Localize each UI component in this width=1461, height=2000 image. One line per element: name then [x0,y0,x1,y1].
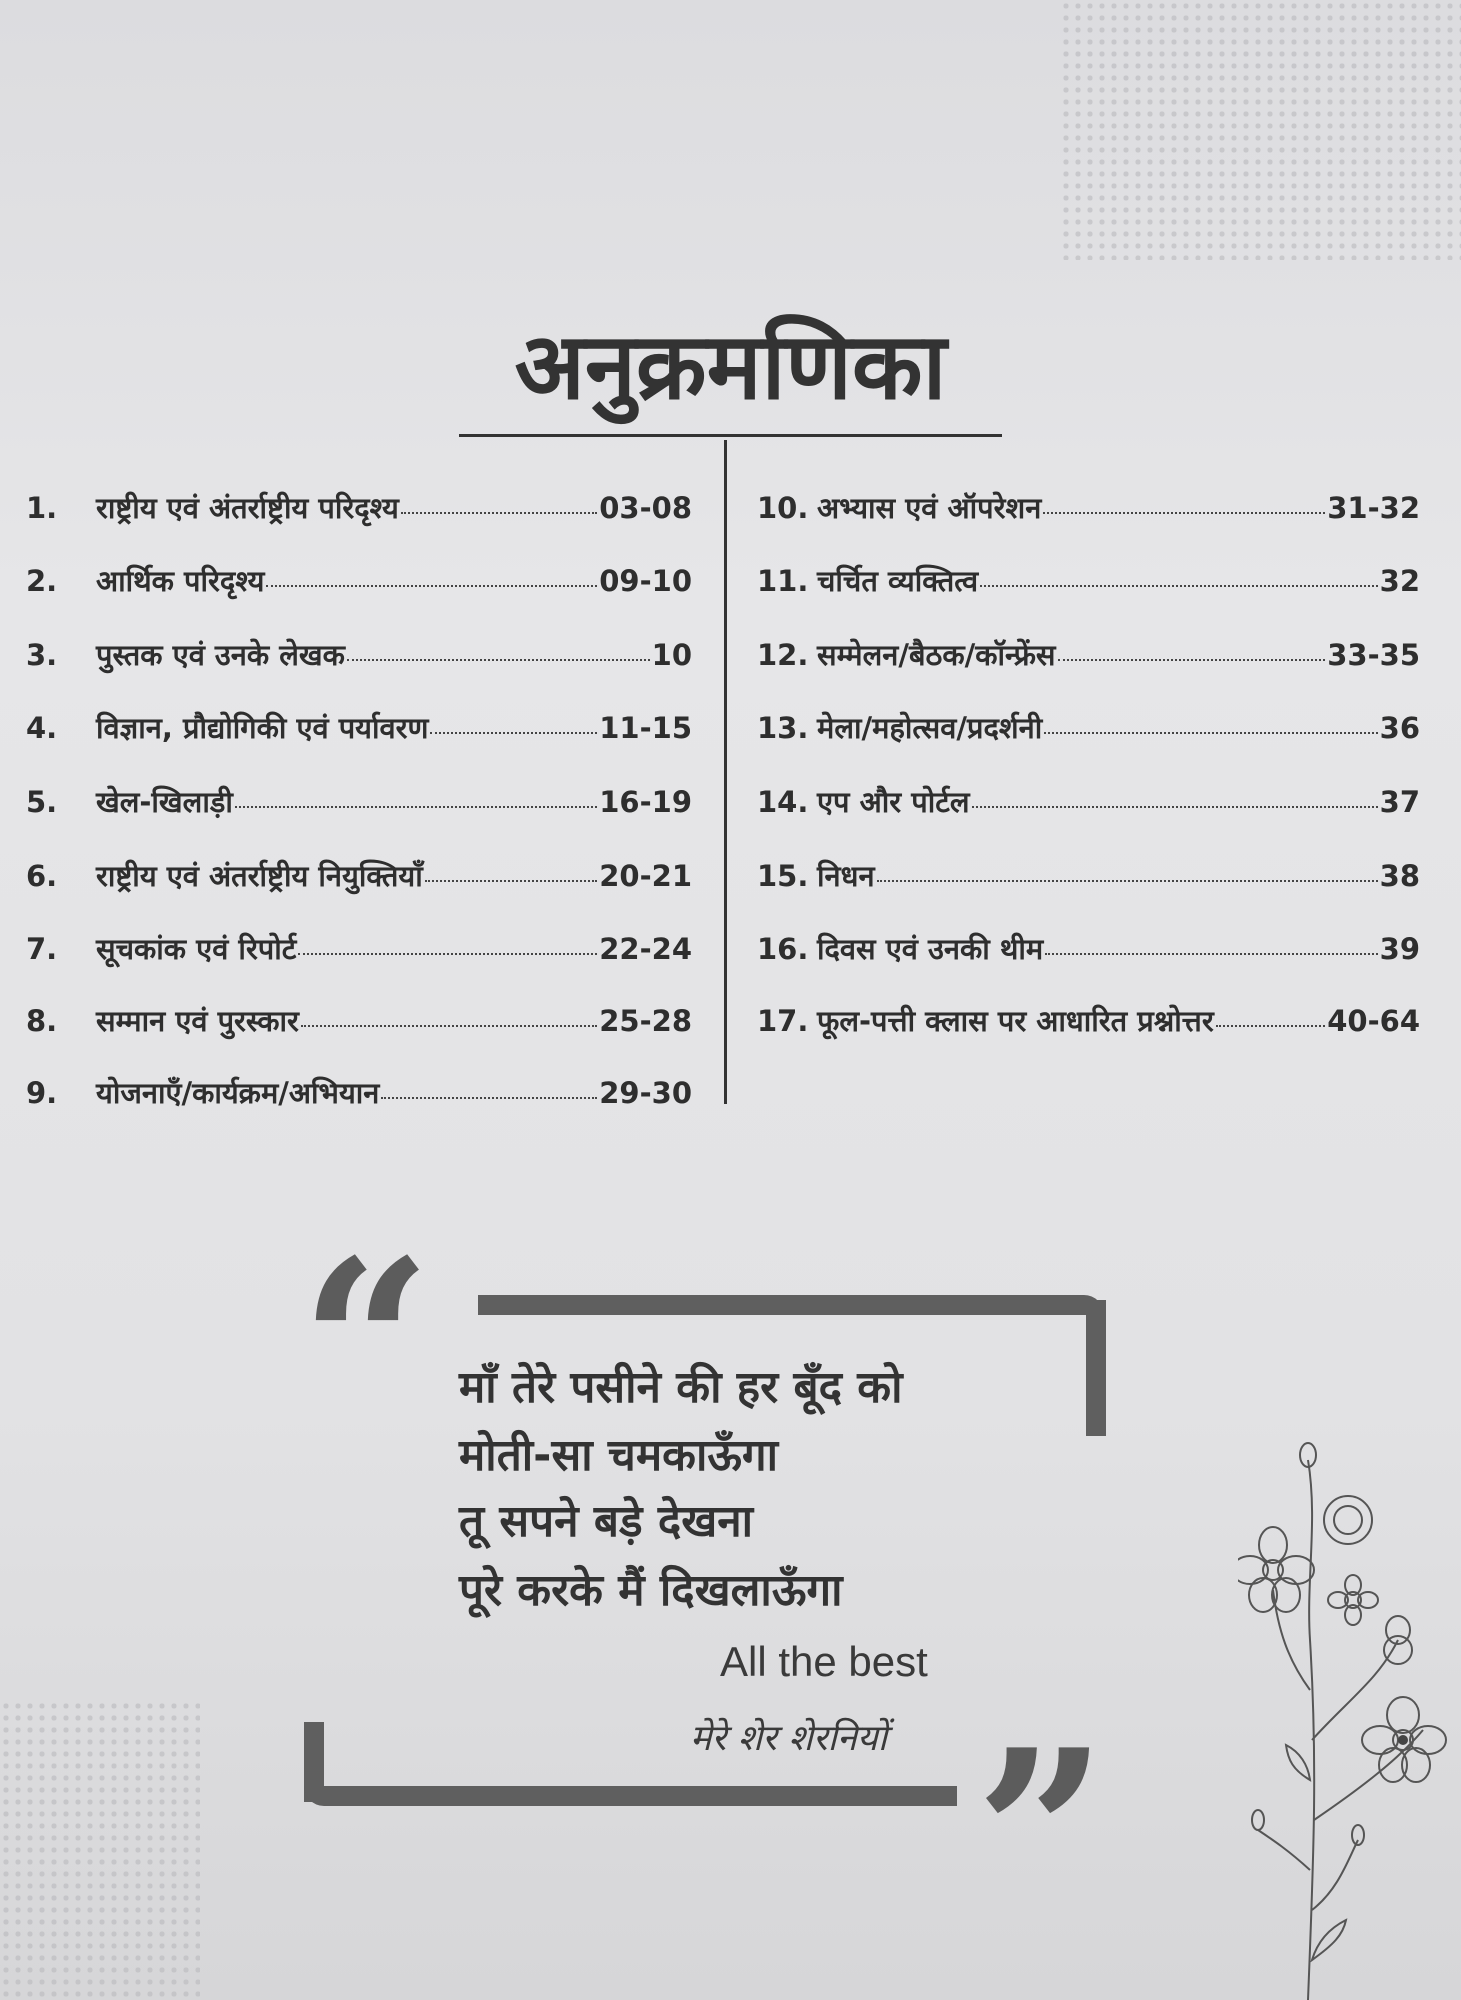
toc-entry-pages: 36 [1379,711,1420,745]
toc-entry-number: 8. [26,1004,58,1038]
toc-entry [757,708,1420,747]
toc-entry-number: 9. [26,1076,58,1110]
toc-entry-number: 1. [26,491,58,525]
toc-dot-leader [1043,512,1325,514]
toc-dot-leader [425,880,597,882]
toc-entry-number: 14. [757,785,809,819]
toc-entry-label: सम्मेलन/बैठक/कॉन्फ्रेंस [817,638,1056,672]
quote-line: मोती-सा चमकाऊँगा [459,1430,779,1481]
open-quote-icon: “ [300,1210,433,1480]
toc-entry-label: फूल-पत्ती क्लास पर आधारित प्रश्नोत्तर [817,1004,1214,1038]
toc-entry-number: 6. [26,859,58,893]
toc-entry-pages: 31-32 [1327,491,1420,525]
quote-signoff: All the best [720,1638,928,1685]
toc-dot-leader [430,732,597,734]
toc-entry-number: 12. [757,638,809,672]
toc-entry [26,856,692,895]
toc-entry-label: योजनाएँ/कार्यक्रम/अभियान [96,1076,380,1110]
toc-entry-number: 7. [26,932,58,966]
halftone-decoration-top-right [1060,0,1461,260]
toc-entry-label: दिवस एवं उनकी थीम [817,932,1044,966]
toc-dot-leader [1216,1025,1326,1027]
toc-entry-number: 2. [26,564,58,598]
quote-top-bar-end [1086,1300,1106,1436]
toc-entry-pages: 33-35 [1327,638,1420,672]
toc-entry-label: अभ्यास एवं ऑपरेशन [817,491,1042,525]
toc-entry-label: सूचकांक एवं रिपोर्ट [96,932,297,966]
toc-entry-number: 4. [26,711,58,745]
toc-entry-number: 3. [26,638,58,672]
toc-entry-number: 5. [26,785,58,819]
toc-entry-label: राष्ट्रीय एवं अंतर्राष्ट्रीय नियुक्तियाँ [96,859,423,893]
toc-entry [26,1001,692,1040]
toc-dot-leader [301,1025,597,1027]
flower-illustration [1238,1440,1461,2000]
toc-entry-number: 11. [757,564,809,598]
toc-entry [757,635,1420,674]
toc-entry-label: खेल-खिलाड़ी [96,785,233,819]
toc-entry-pages: 29-30 [599,1076,692,1110]
toc-entry-label: राष्ट्रीय एवं अंतर्राष्ट्रीय परिदृश्य [96,491,399,525]
toc-dot-leader [347,659,650,661]
quote-line: तू सपने बड़े देखना [459,1496,754,1547]
flower-1 [1238,1527,1314,1612]
toc-entry-pages: 09-10 [599,564,692,598]
toc-entry-pages: 40-64 [1327,1004,1420,1038]
toc-entry-pages: 20-21 [599,859,692,893]
quote-bottom-bar [304,1786,957,1806]
toc-entry [26,561,692,600]
column-divider [724,440,727,1104]
toc-entry [26,929,692,968]
halftone-decoration-bottom-left [0,1700,200,2000]
toc-entry [26,782,692,821]
toc-entry-pages: 38 [1379,859,1420,893]
title-underline [459,434,1002,437]
toc-entry-pages: 03-08 [599,491,692,525]
quote-signoff-hindi: मेरे शेर शेरनियों [690,1718,888,1759]
toc-dot-leader [972,806,1378,808]
toc-entry-label: निधन [817,859,875,893]
toc-entry-label: चर्चित व्यक्तित्व [817,564,979,598]
toc-dot-leader [1058,659,1326,661]
toc-entry-label: पुस्तक एवं उनके लेखक [96,638,345,672]
toc-entry-pages: 11-15 [599,711,692,745]
toc-entry-label: एप और पोर्टल [817,785,970,819]
quote-line: माँ तेरे पसीने की हर बूँद को [459,1362,903,1413]
toc-entry-number: 15. [757,859,809,893]
toc-entry [26,488,692,527]
toc-entry [757,929,1420,968]
toc-entry-pages: 37 [1379,785,1420,819]
toc-entry [757,782,1420,821]
toc-dot-leader [235,806,597,808]
quote-top-bar [478,1295,1104,1315]
toc-entry [26,1073,692,1112]
toc-entry [757,856,1420,895]
toc-entry-pages: 22-24 [599,932,692,966]
toc-entry-label: सम्मान एवं पुरस्कार [96,1004,299,1038]
toc-entry-label: मेला/महोत्सव/प्रदर्शनी [817,711,1043,745]
close-quote-icon: ” [975,1700,1108,1970]
toc-entry [757,1001,1420,1040]
toc-entry-label: आर्थिक परिदृश्य [96,564,265,598]
toc-entry-pages: 39 [1379,932,1420,966]
toc-entry [757,561,1420,600]
page-title: अनुक्रमणिका [514,313,947,420]
toc-entry-number: 17. [757,1004,809,1038]
toc-entry [757,488,1420,527]
toc-entry-number: 10. [757,491,809,525]
toc-dot-leader [381,1097,597,1099]
quote-line: पूरे करके मैं दिखलाऊँगा [459,1565,843,1616]
toc-dot-leader [1044,732,1377,734]
toc-entry-pages: 32 [1379,564,1420,598]
toc-dot-leader [401,512,597,514]
toc-entry [26,708,692,747]
toc-entry-pages: 25-28 [599,1004,692,1038]
toc-entry [26,635,692,674]
toc-dot-leader [298,953,597,955]
toc-dot-leader [1045,953,1377,955]
toc-dot-leader [980,585,1378,587]
toc-entry-number: 13. [757,711,809,745]
toc-entry-pages: 10 [651,638,692,672]
toc-entry-number: 16. [757,932,809,966]
toc-entry-pages: 16-19 [599,785,692,819]
toc-entry-label: विज्ञान, प्रौद्योगिकी एवं पर्यावरण [96,711,429,745]
toc-dot-leader [266,585,597,587]
toc-dot-leader [877,880,1378,882]
